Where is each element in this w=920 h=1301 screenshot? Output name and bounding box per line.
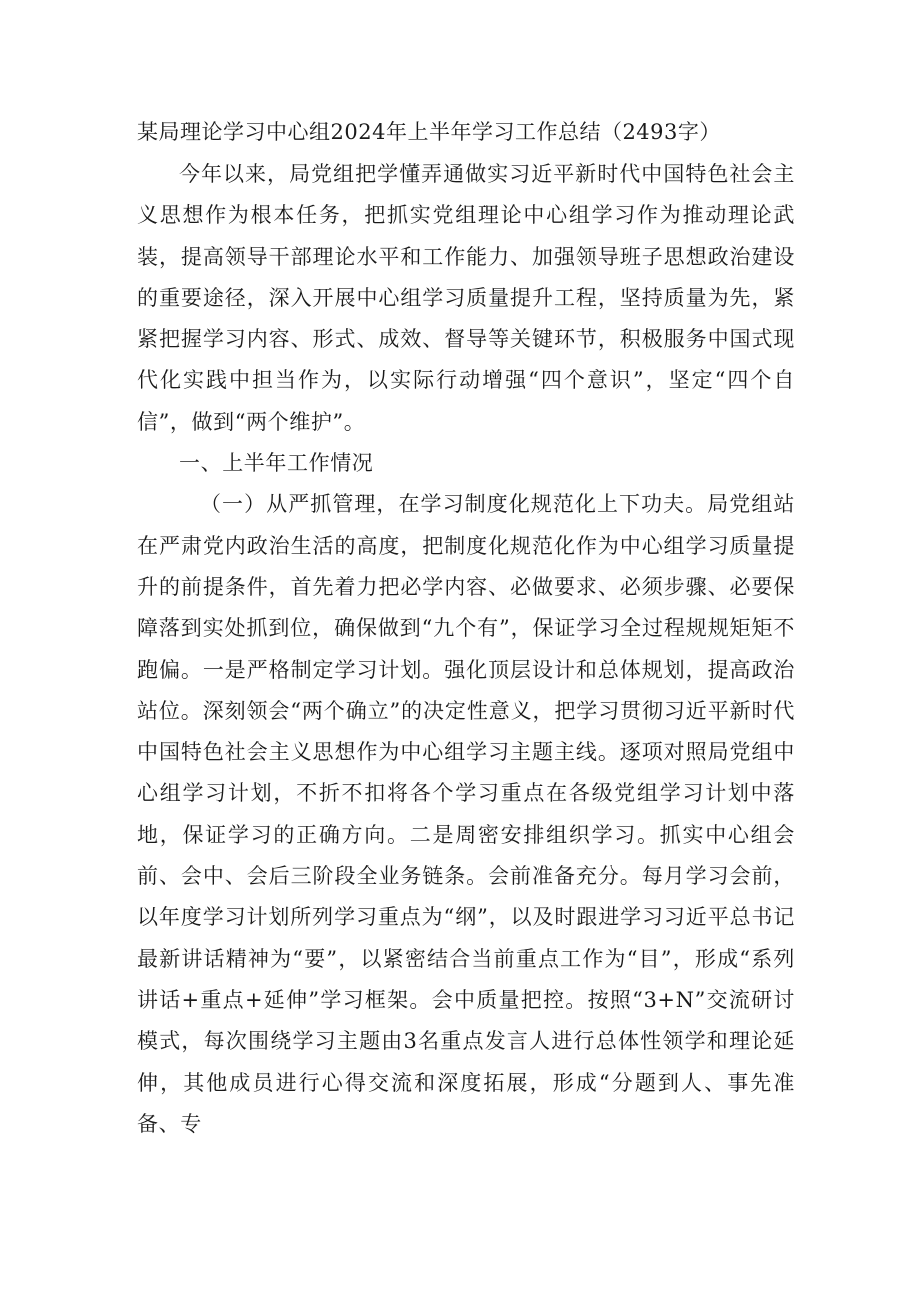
subsection-paragraph: （一）从严抓管理，在学习制度化规范化上下功夫。局党组站在严肃党内政治生活的高度，把制度化规范化作为中心组学习质量提升的前提条件，首先着力把必学内容、必做要求、必须步骤、必要保障落到实处抓到位，确保做到“九个有”，保证学习全过程规规矩矩不跑偏。一是严格制定学习计划。强化顶层设计和总体规划，提高政治站位。深刻领会“两个确立”的决定性意义，把学习贯彻习近平新时代中国特色社会主义思想作为中心组学习主题主线。逐项对照局党组中心组学习计划，不折不扣将各个学习重点在各级党组学习计划中落地，保证学习的正确方向。二是周密安排组织学习。抓实中心组会前、会中、会后三阶段全业务链条。会前准备充分。每月学习会前，以年度学习计划所列学习重点为“纲”，以及时跟进学习习近平总书记最新讲话精神为“要”，以紧密结合当前重点工作为“目”，形成“系列讲话+重点+延伸”学习框架。会中质量把控。按照“3+N”交流研讨模式，每次围绕学习主题由3名重点发言人进行总体性领学和理论延伸，其他成员进行心得交流和深度拓展，形成“分题到人、事先准备、专 [137,492,795,1136]
intro-paragraph: 今年以来，局党组把学懂弄通做实习近平新时代中国特色社会主义思想作为根本任务，把抓实党组理论中心组学习作为推动理论武装，提高领导干部理论水平和工作能力、加强领导班子思想政治建设的重要途径，深入开展中心组学习质量提升工程，坚持质量为先，紧紧把握学习内容、形式、成效、督导等关键环节，积极服务中国式现代化实践中担当作为，以实际行动增强“四个意识”，坚定“四个自信”，做到“两个维护”。 [137,162,795,434]
section-heading: 一、上半年工作情况 [179,451,374,476]
document-body [137,154,795,1145]
document-title: 某局理论学习中心组2024年上半年学习工作总结（2493字） [137,120,721,144]
